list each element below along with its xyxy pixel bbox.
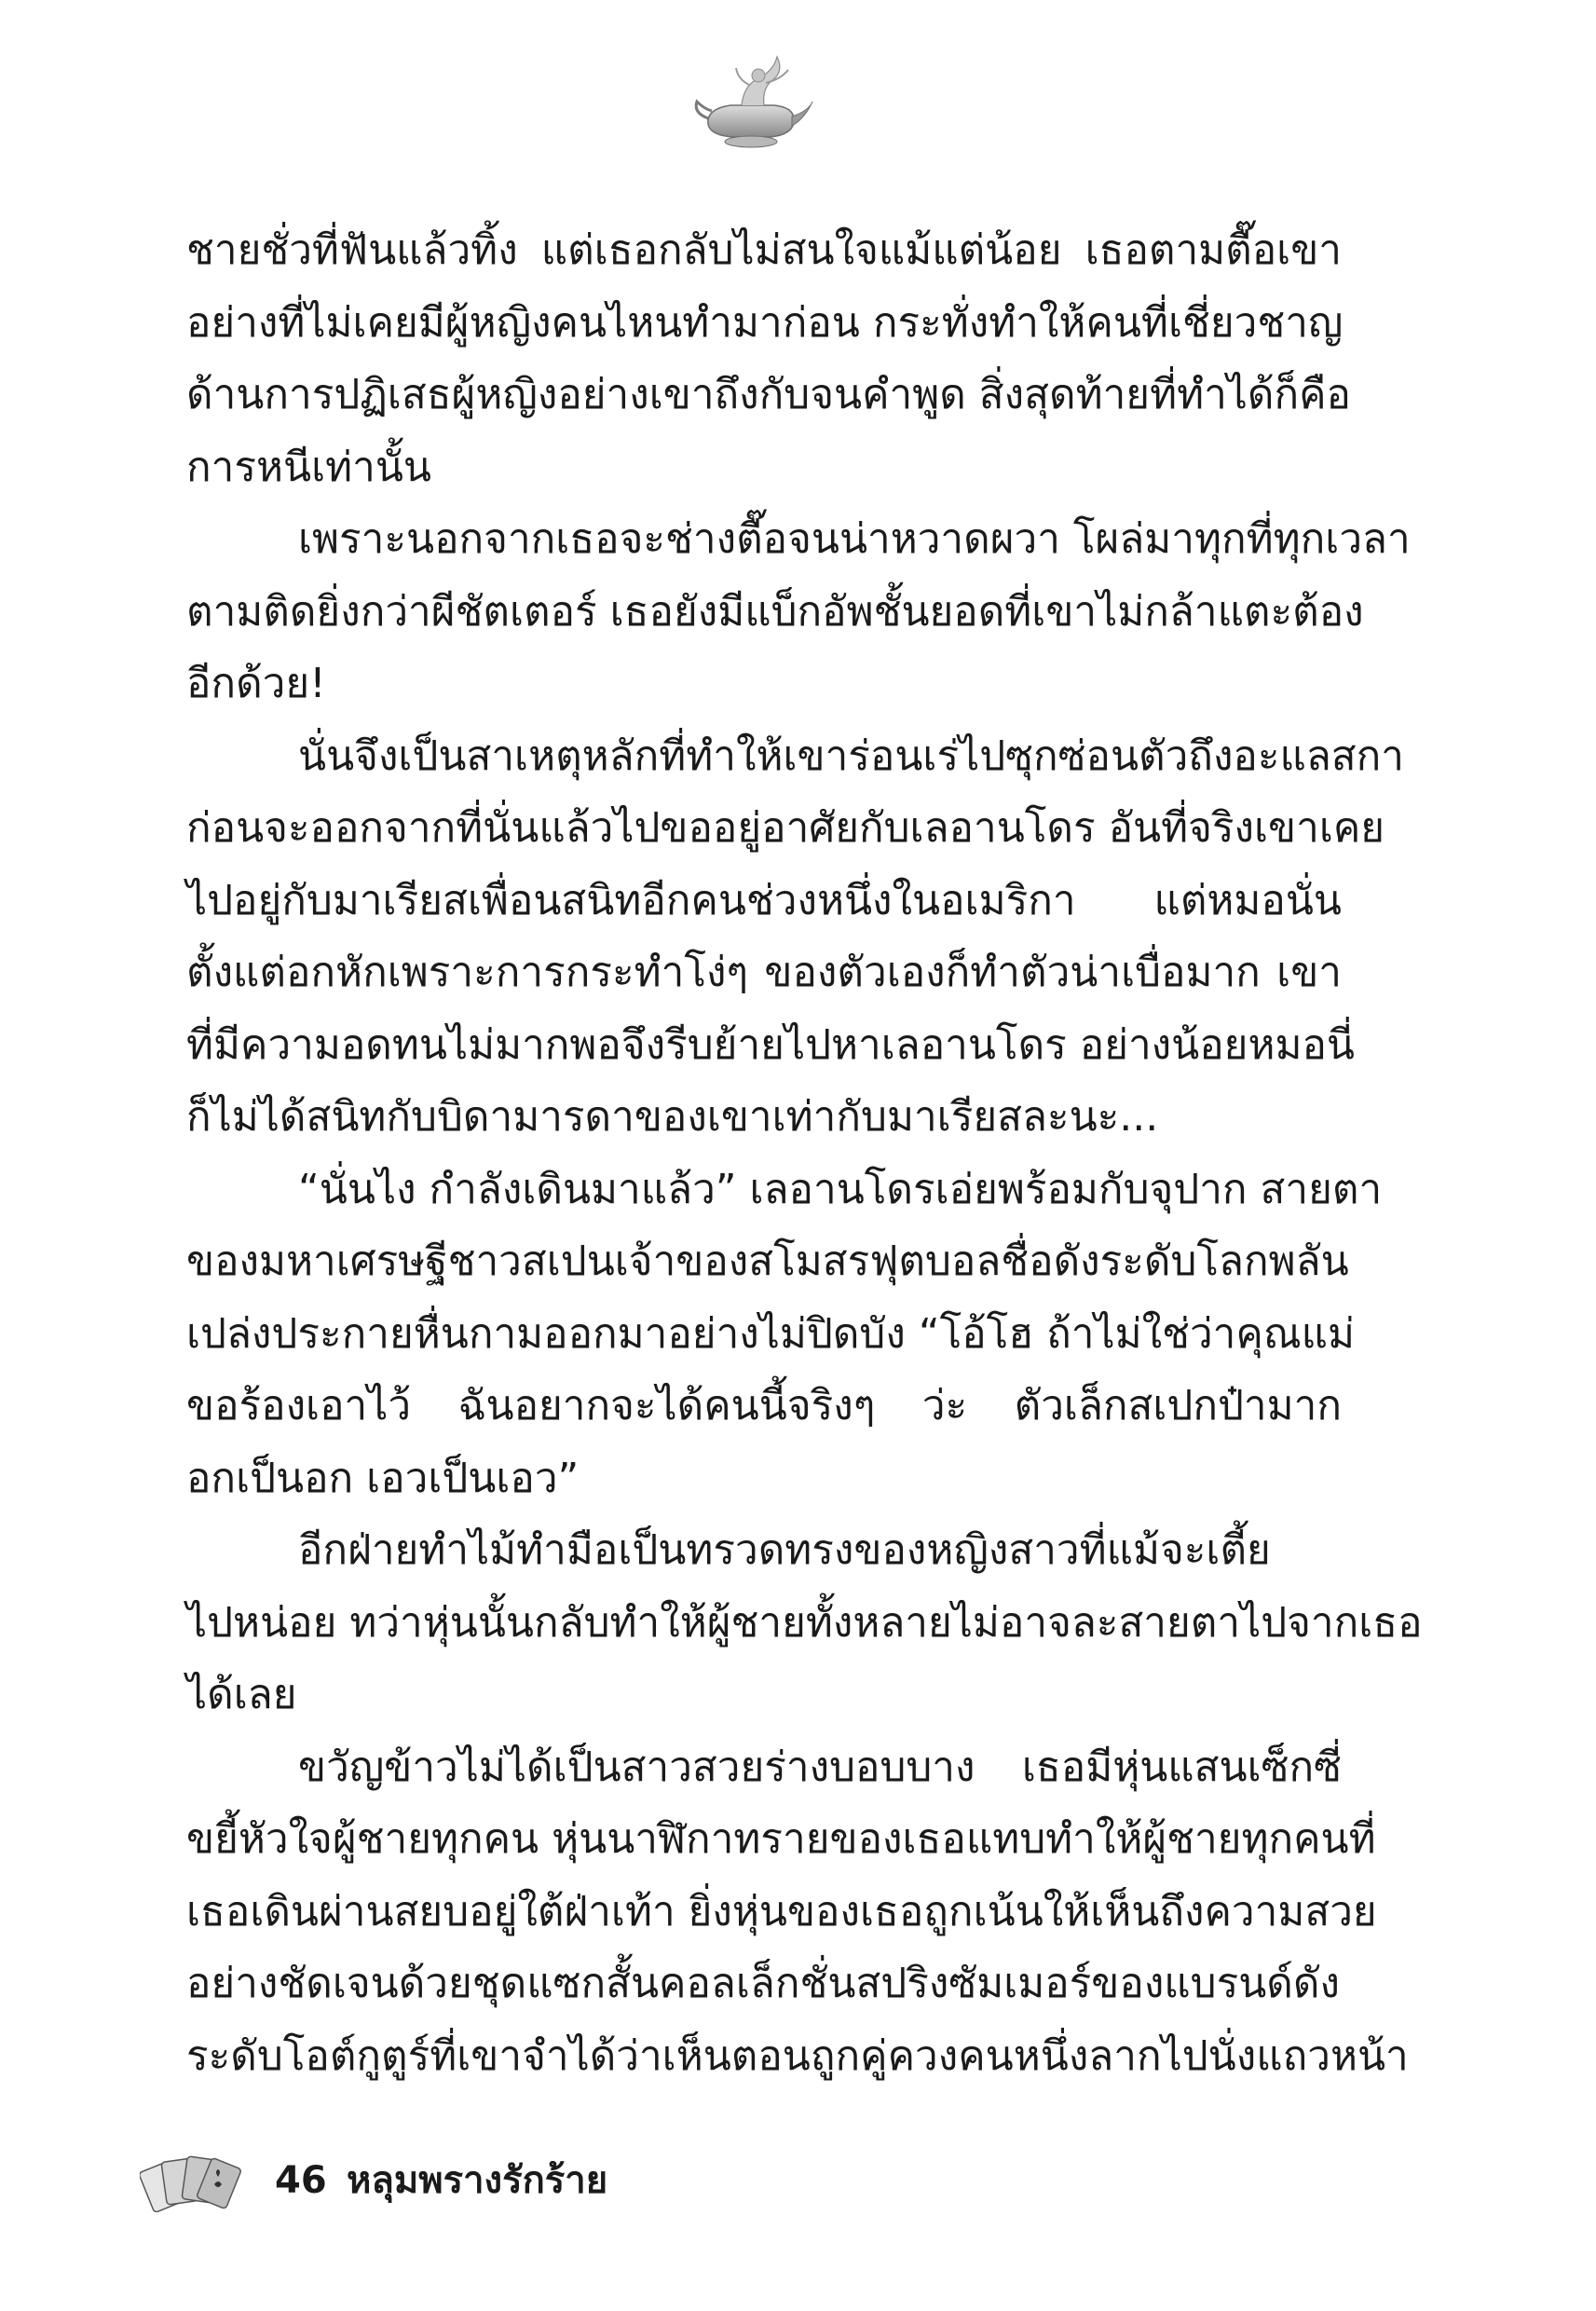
text-line: ระดับโอต์กูตูร์ที่เขาจำได้ว่าเห็นตอนถูกคู่ควงคนหนึ่งลากไปนั่งแถวหน้า: [186, 2031, 1409, 2080]
page-number: 46: [275, 2159, 327, 2202]
text-line: นั่นจึงเป็นสาเหตุหลักที่ทำให้เขาร่อนเร่ไปซุกซ่อนตัวถึงอะแลสกา: [298, 732, 1405, 780]
text-line: ตามติดยิ่งกว่าผีชัตเตอร์ เธอยังมีแบ็กอัพชั้นยอดที่เขาไม่กล้าแตะต้อง: [186, 587, 1364, 636]
text-line: ขวัญข้าวไม่ได้เป็นสาวสวยร่างบอบบาง เธอมีหุ่นแสนเซ็กซี่: [298, 1743, 1342, 1791]
text-line: ขยี้หัวใจผู้ชายทุกคน หุ่นนาฬิกาทรายของเธอแทบทำให้ผู้ชายทุกคนที่: [186, 1815, 1376, 1863]
playing-cards-icon: [140, 2153, 242, 2212]
text-line: ก็ไม่ได้สนิทกับบิดามารดาของเขาเท่ากับมาเรียสละนะ...: [186, 1093, 1159, 1141]
text-line: การหนีเท่านั้น: [186, 443, 431, 491]
text-line: ไปอยู่กับมาเรียสเพื่อนสนิทอีกคนช่วงหนึ่งในอเมริกา แต่หมอนั่น: [186, 876, 1342, 924]
text-line: เพราะนอกจากเธอจะช่างตื๊อจนน่าหวาดผวา โผล่มาทุกที่ทุกเวลา: [298, 515, 1411, 563]
text-line: ขอร้องเอาไว้ ฉันอยากจะได้คนนี้จริงๆ ว่ะ ตัวเล็กสเปกป๋ามาก: [186, 1382, 1342, 1429]
text-line: อย่างที่ไม่เคยมีผู้หญิงคนไหนทำมาก่อน กระทั่งทำให้คนที่เชี่ยวชาญ: [186, 298, 1344, 347]
text-line: อีกด้วย!: [186, 660, 326, 707]
text-line: ด้านการปฏิเสธผู้หญิงอย่างเขาถึงกับจนคำพูด สิ่งสุดท้ายที่ทำได้ก็คือ: [186, 371, 1351, 418]
text-line: อีกฝ่ายทำไม้ทำมือเป็นทรวดทรงของหญิงสาวที่แม้จะเตี้ย: [298, 1526, 1271, 1574]
text-line: ตั้งแต่อกหักเพราะการกระทำโง่ๆ ของตัวเองก็ทำตัวน่าเบื่อมาก เขา: [186, 949, 1342, 996]
body-text: [186, 214, 1423, 2092]
text-line: อกเป็นอก เอวเป็นเอว”: [186, 1454, 580, 1502]
page-footer: [140, 2143, 978, 2218]
text-line: ได้เลย: [186, 1671, 297, 1718]
text-line: ก่อนจะออกจากที่นั่นแล้วไปขออยู่อาศัยกับเลอานโดร อันที่จริงเขาเคย: [186, 804, 1385, 852]
text-line: ที่มีความอดทนไม่มากพอจึงรีบย้ายไปหาเลอานโดร อย่างน้อยหมอนี่: [186, 1020, 1355, 1069]
magic-lamp-ornament-icon: [688, 51, 818, 154]
text-line: ไปหน่อย ทว่าหุ่นนั้นกลับทำให้ผู้ชายทั้งหลายไม่อาจละสายตาไปจากเธอ: [186, 1598, 1423, 1647]
text-line: ชายชั่วที่ฟันแล้วทิ้ง แต่เธอกลับไม่สนใจแม้แต่น้อย เธอตามตื๊อเขา: [186, 226, 1342, 274]
text-line: เธอเดินผ่านสยบอยู่ใต้ฝ่าเท้า ยิ่งหุ่นของเธอถูกเน้นให้เห็นถึงความสวย: [186, 1887, 1377, 1935]
text-line: “นั่นไง กำลังเดินมาแล้ว” เลอานโดรเอ่ยพร้อมกับจุปาก สายตา: [298, 1165, 1383, 1213]
text-line: ของมหาเศรษฐีชาวสเปนเจ้าของสโมสรฟุตบอลชื่อดังระดับโลกพลัน: [186, 1238, 1349, 1285]
text-line: เปล่งประกายหื่นกามออกมาอย่างไม่ปิดบัง “โอ้โฮ ถ้าไม่ใช่ว่าคุณแม่: [186, 1309, 1355, 1358]
book-title: หลุมพรางรักร้าย: [347, 2159, 608, 2202]
text-line: อย่างชัดเจนด้วยชุดแซกสั้นคอลเล็กชั่นสปริงซัมเมอร์ของแบรนด์ดัง: [186, 1960, 1340, 2007]
